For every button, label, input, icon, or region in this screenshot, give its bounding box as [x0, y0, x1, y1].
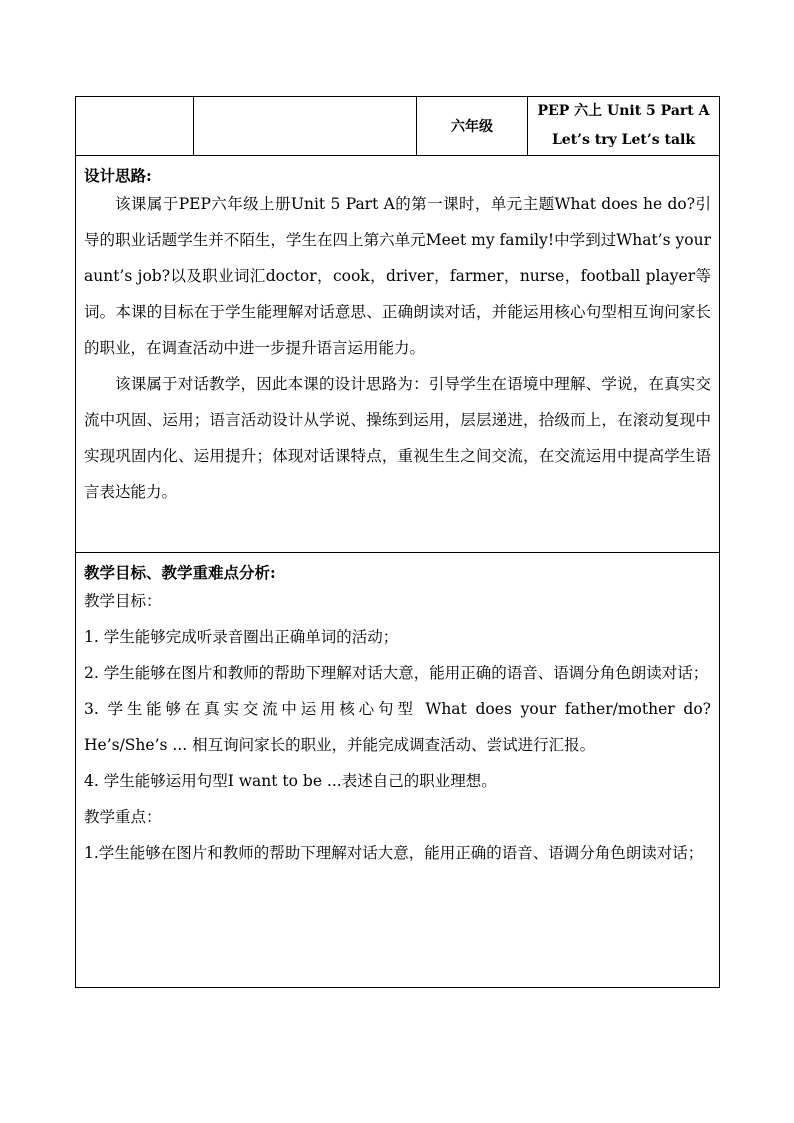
- header-cell-2: [194, 97, 417, 156]
- key-point-1: 1.学生能够在图片和教师的帮助下理解对话大意，能用正确的语音、语调分角色朗读对话；: [84, 844, 704, 862]
- header-cell-1: [76, 97, 194, 156]
- goals-heading: 教学目标、教学重难点分析:: [84, 563, 276, 582]
- lesson-title-line2: Let’s try Let’s talk: [551, 132, 696, 148]
- design-paragraph-1: 该课属于PEP六年级上册Unit 5 Part A的第一课时，单元主题What does he do?引导的职业话题学生并不陌生，学生在四上第六单元Meet my family!中学到过What’s your aunt’s job?以及职业词汇doctor，cook，driver，farmer，nurse，football player等词。本课的目标在于学生能理解对话意思、正确朗读对话，并能运用核心句型相互询问家长的职业，在调查活动中进一步提升语言运用能力。: [84, 195, 711, 357]
- header-row: [76, 97, 720, 156]
- key-points-subheading: 教学重点：: [84, 808, 162, 826]
- design-paragraph-2: 该课属于对话教学，因此本课的设计思路为：引导学生在语境中理解、学说，在真实交流中巩固、运用；语言活动设计从学说、操练到运用，层层递进，拾级而上，在滚动复现中实现巩固内化、运用提升；体现对话课特点，重视生生之间交流，在交流运用中提高学生语言表达能力。: [84, 375, 711, 501]
- goal-item-4: 4. 学生能够运用句型I want to be ...表述自己的职业理想。: [84, 772, 497, 790]
- goals-subheading: 教学目标：: [84, 592, 162, 610]
- goals-cell: [76, 553, 720, 988]
- goal-item-3: 3. 学生能够在真实交流中运用核心句型 What does your father/mother do? He’s/She’s ... 相互询问家长的职业，并能完成调查活动、尝试进行汇报。: [84, 700, 711, 754]
- design-row: [76, 156, 720, 553]
- goal-item-2: 2. 学生能够在图片和教师的帮助下理解对话大意，能用正确的语音、语调分角色朗读对话；: [84, 664, 709, 682]
- goal-item-1: 1. 学生能够完成听录音圈出正确单词的活动；: [84, 628, 399, 646]
- lesson-title-line1: PEP 六上 Unit 5 Part A: [537, 103, 710, 119]
- design-cell: [76, 156, 720, 553]
- grade-cell: 六年级: [417, 97, 528, 156]
- goals-row: [76, 553, 720, 988]
- lesson-table: [75, 96, 720, 988]
- design-heading: 设计思路:: [84, 166, 152, 185]
- lesson-title-cell: [528, 97, 720, 156]
- lesson-plan-table: [75, 96, 719, 988]
